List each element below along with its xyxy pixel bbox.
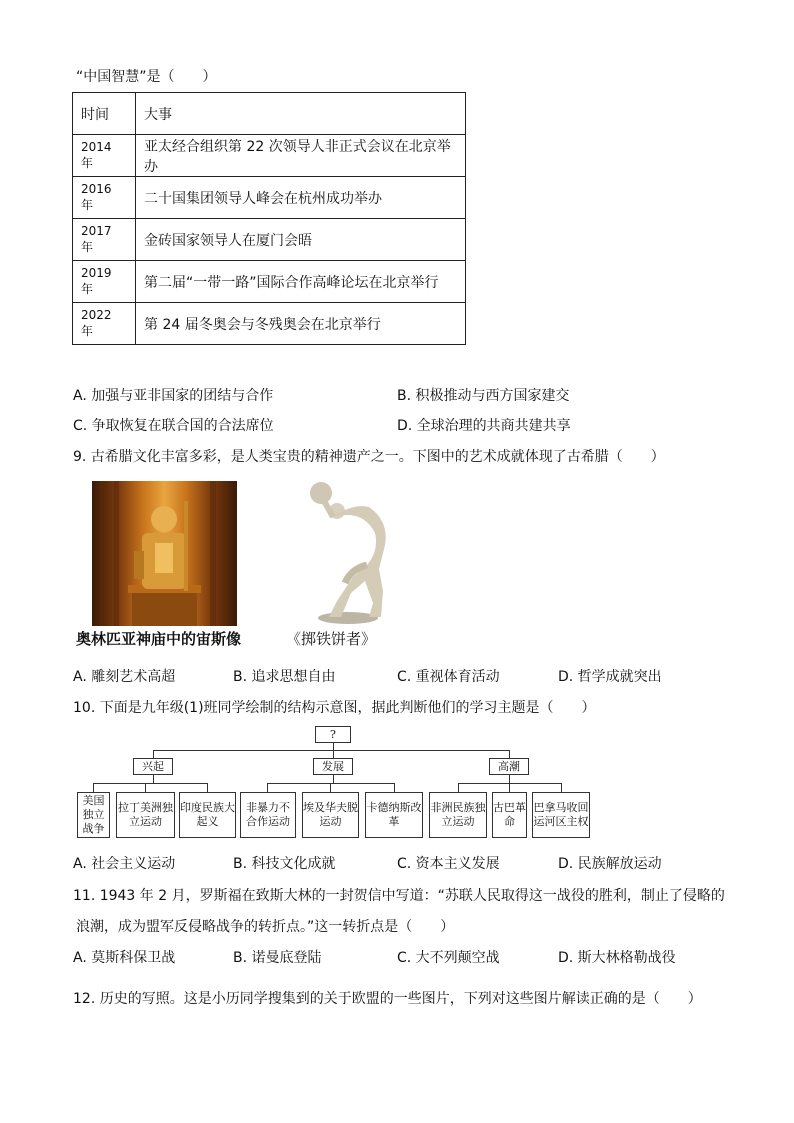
table-cell-year: 2017 年 <box>73 219 136 261</box>
q8-option-b[interactable]: B. 积极推动与西方国家建交 <box>397 388 570 404</box>
diagram-stage-develop: 发展 <box>313 758 353 775</box>
discus-thrower-image <box>293 481 403 626</box>
q9-option-a[interactable]: A. 雕刻艺术高超 <box>73 669 176 685</box>
diagram-root: ? <box>315 726 351 743</box>
table-row <box>73 261 466 303</box>
q9-stem: 9. 古希腊文化丰富多彩，是人类宝贵的精神遗产之一。下图中的艺术成就体现了古希腊（ ） <box>73 449 665 465</box>
table-cell-year: 2016 年 <box>73 177 136 219</box>
q12-stem: 12. 历史的写照。这是小历同学搜集到的关于欧盟的一些图片，下列对这些图片解读正确的是（ ） <box>73 991 702 1007</box>
q9-option-b[interactable]: B. 追求思想自由 <box>233 669 336 685</box>
table-row <box>73 135 466 177</box>
diagram-leaf: 拉丁美洲独立运动 <box>116 792 175 838</box>
diagram-leaf: 巴拿马收回运河区主权 <box>532 792 590 838</box>
zeus-statue-image <box>92 481 237 626</box>
diagram-leaf: 埃及华夫脱运动 <box>302 792 359 838</box>
table-cell-year: 2022 年 <box>73 303 136 345</box>
events-table <box>72 92 466 345</box>
q10-option-c[interactable]: C. 资本主义发展 <box>397 856 500 872</box>
diagram-leaf: 美国独立战争 <box>77 792 110 838</box>
q11-stem-line1: 11. 1943 年 2 月，罗斯福在致斯大林的一封贺信中写道：“苏联人民取得这一战役的胜利，制止了侵略的 <box>73 888 725 904</box>
table-cell-year: 2019 年 <box>73 261 136 303</box>
table-header-row <box>73 93 466 135</box>
q11-stem-line2: 浪潮，成为盟军反侵略战争的转折点。”这一转折点是（ ） <box>76 919 455 935</box>
diagram-leaf: 卡德纳斯改革 <box>365 792 423 838</box>
q8-stem-tail: “中国智慧”是（ ） <box>76 69 217 85</box>
q9-option-c[interactable]: C. 重视体育活动 <box>397 669 500 685</box>
q11-option-d[interactable]: D. 斯大林格勒战役 <box>558 950 676 966</box>
diagram-stage-rise: 兴起 <box>133 758 173 775</box>
q11-option-b[interactable]: B. 诺曼底登陆 <box>233 950 322 966</box>
q10-stem: 10. 下面是九年级(1)班同学绘制的结构示意图，据此判断他们的学习主题是（ ） <box>73 700 596 716</box>
table-header-time: 时间 <box>73 93 136 135</box>
q10-option-d[interactable]: D. 民族解放运动 <box>558 856 662 872</box>
q9-option-d[interactable]: D. 哲学成就突出 <box>558 669 662 685</box>
q10-option-a[interactable]: A. 社会主义运动 <box>73 856 176 872</box>
q11-option-a[interactable]: A. 莫斯科保卫战 <box>73 950 176 966</box>
discus-caption: 《掷铁饼者》 <box>286 630 377 648</box>
table-cell-event: 第二届“一带一路”国际合作高峰论坛在北京举行 <box>136 261 466 303</box>
table-cell-event: 金砖国家领导人在厦门会晤 <box>136 219 466 261</box>
diagram-leaf: 非洲民族独立运动 <box>429 792 487 838</box>
q10-option-b[interactable]: B. 科技文化成就 <box>233 856 336 872</box>
table-row <box>73 177 466 219</box>
table-cell-event: 二十国集团领导人峰会在杭州成功举办 <box>136 177 466 219</box>
diagram-leaf: 非暴力不合作运动 <box>240 792 296 838</box>
table-cell-event: 亚太经合组织第 22 次领导人非正式会议在北京举办 <box>136 135 466 177</box>
table-row <box>73 303 466 345</box>
table-row <box>73 219 466 261</box>
table-cell-event: 第 24 届冬奥会与冬残奥会在北京举行 <box>136 303 466 345</box>
q11-option-c[interactable]: C. 大不列颠空战 <box>397 950 500 966</box>
table-cell-year: 2014 年 <box>73 135 136 177</box>
diagram-stage-peak: 高潮 <box>489 758 529 775</box>
table-header-event: 大事 <box>136 93 466 135</box>
q8-option-d[interactable]: D. 全球治理的共商共建共享 <box>397 418 571 434</box>
zeus-caption: 奥林匹亚神庙中的宙斯像 <box>76 630 242 648</box>
q8-option-c[interactable]: C. 争取恢复在联合国的合法席位 <box>73 418 274 434</box>
diagram-leaf: 印度民族大起义 <box>179 792 236 838</box>
q8-option-a[interactable]: A. 加强与亚非国家的团结与合作 <box>73 388 274 404</box>
diagram-leaf: 古巴革命 <box>492 792 527 838</box>
